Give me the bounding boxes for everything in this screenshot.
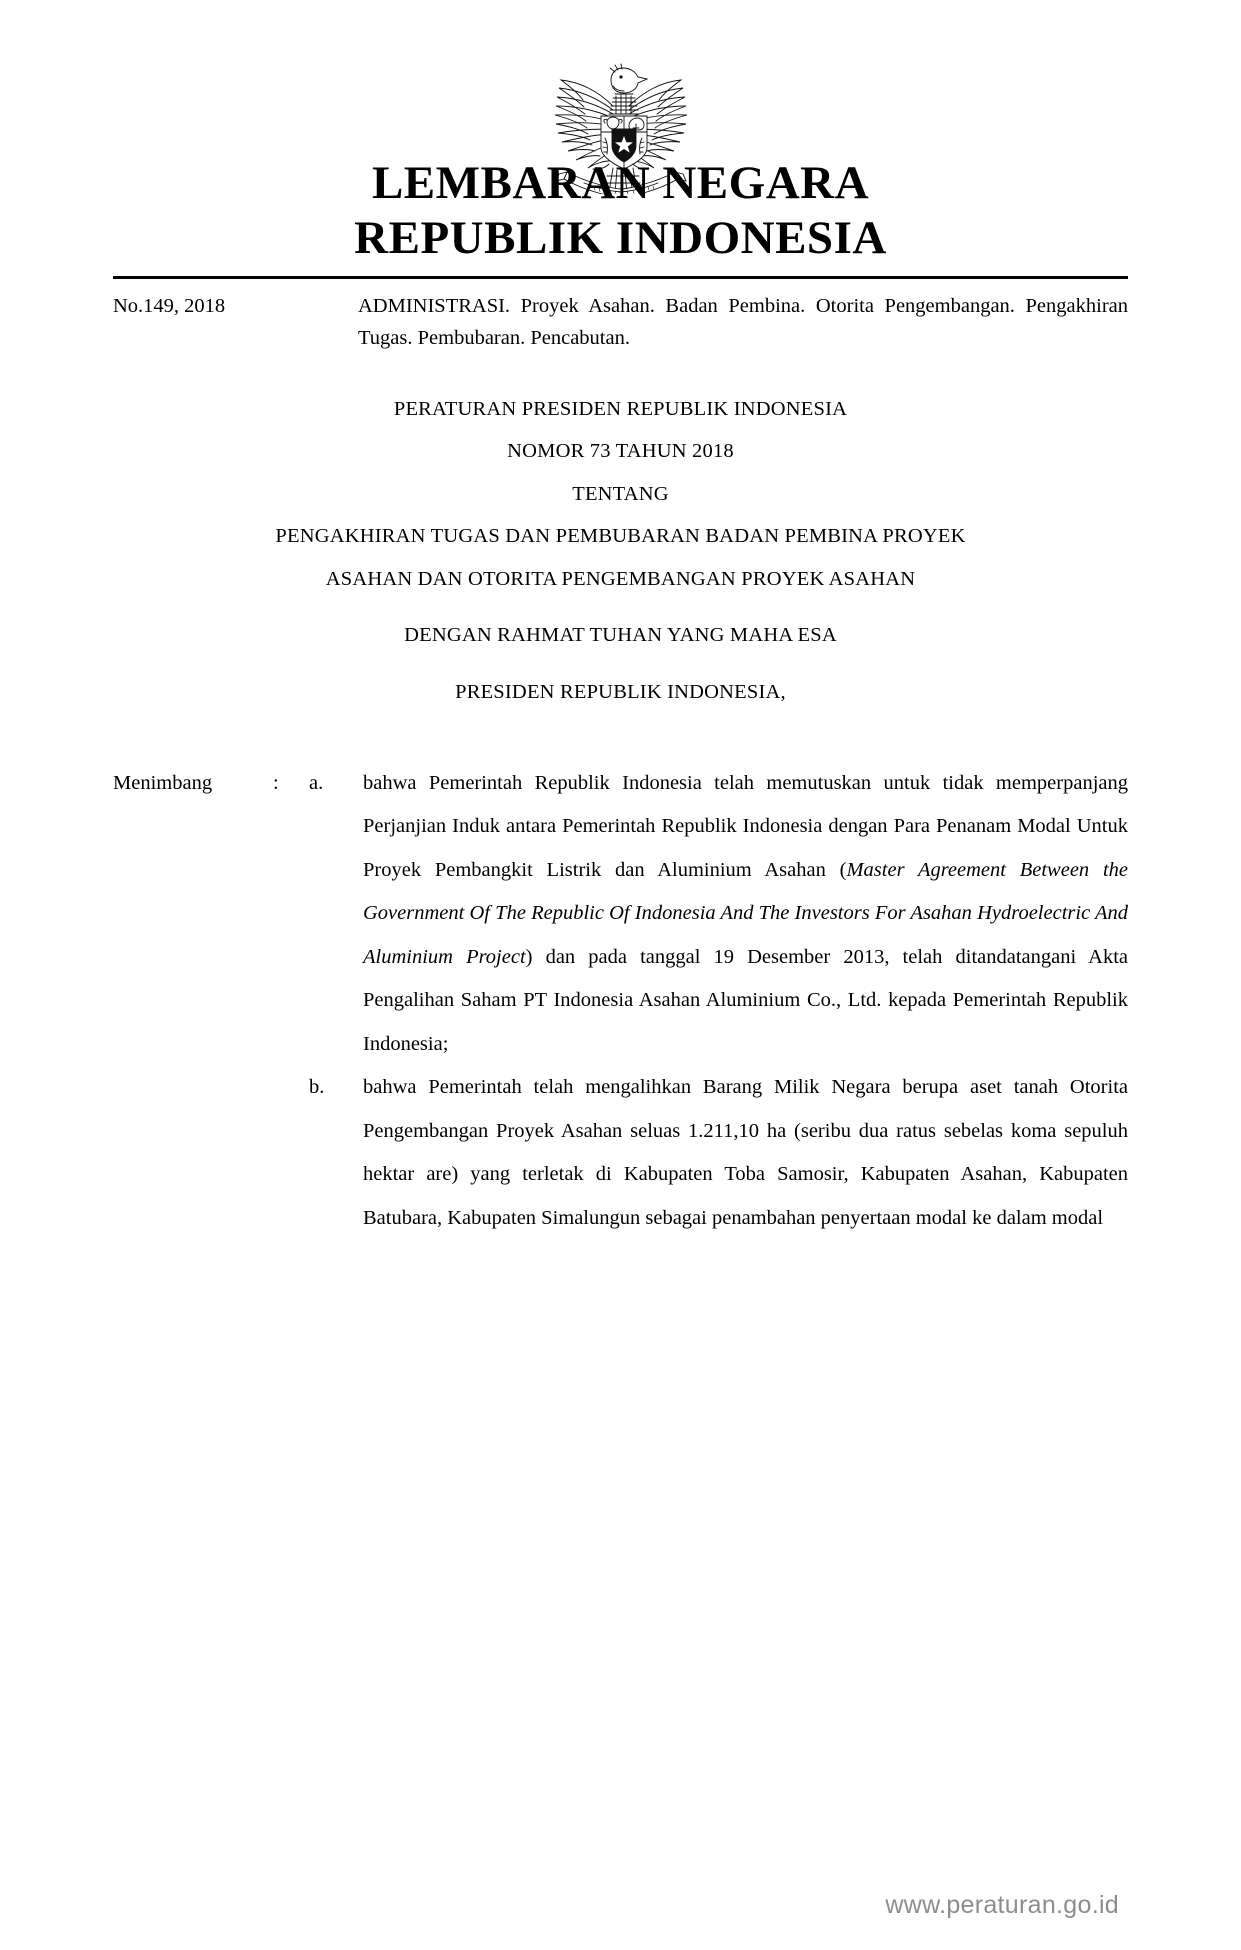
consideration-a-part2: ) dan pada tanggal 19 Desember 2013, telah ditandatangani Akta Pengalihan Saham PT Indonesia Asahan Aluminium Co., Ltd. kepada Pemerintah Republik Indonesia; <box>363 945 1128 1055</box>
consideration-text-b <box>363 1066 1128 1240</box>
masthead-line-2: REPUBLIK INDONESIA <box>354 211 887 264</box>
considerations-block <box>113 762 1128 1240</box>
consideration-item-a <box>113 762 1128 1066</box>
considerations-colon: : <box>273 772 279 794</box>
emblem-container <box>0 0 1241 150</box>
masthead-line-1: LEMBARAN NEGARA <box>371 157 870 209</box>
consideration-b-part1: bahwa Pemerintah telah mengalihkan Barang Milik Negara berupa aset tanah Otorita Pengembangan Proyek Asahan seluas 1.211,10 ha (seribu dua ratus sebelas koma sepuluh hektar are) yang terletak di Kabupaten Toba Samosir, Kabupaten Asahan, Kabupaten Batubara, Kabupaten Simalungun sebagai penambahan penyertaan modal ke dalam modal <box>363 1076 1128 1229</box>
title-tentang-label: TENTANG <box>572 482 669 505</box>
title-subject-line-1: PENGAKHIRAN TUGAS DAN PEMBUBARAN BADAN PEMBINA PROYEK <box>275 525 966 547</box>
subject-keywords-text: ADMINISTRASI. Proyek Asahan. Badan Pembina. Otorita Pengembangan. Pengakhiran Tugas. Pembubaran. Pencabutan. <box>358 294 1128 349</box>
consideration-a-italic: Master Agreement Between the Government Of The Republic Of Indonesia And The Investors For Asahan Hydroelectric And Aluminium Project <box>363 858 1128 968</box>
consideration-marker-a: a. <box>309 772 324 794</box>
consideration-a-part1: bahwa Pemerintah Republik Indonesia telah memutuskan untuk tidak memperpanjang Perjanjian Induk antara Pemerintah Republik Indonesia dengan Para Penanam Modal Untuk Proyek Pembangkit Listrik dan Aluminium Asahan ( <box>363 772 1128 881</box>
header-divider-rule <box>113 276 1128 279</box>
header-meta-row <box>113 291 1128 355</box>
consideration-text-a <box>363 762 1128 1066</box>
footer-watermark: www.peraturan.go.id <box>885 1891 1119 1919</box>
considerations-label: Menimbang <box>113 772 213 794</box>
title-subject-line-2: ASAHAN DAN OTORITA PENGEMBANGAN PROYEK ASAHAN <box>325 567 916 590</box>
title-regulation-type: PERATURAN PRESIDEN REPUBLIK INDONESIA <box>393 397 848 420</box>
gazette-number: No.149, 2018 <box>113 294 226 317</box>
regulation-title-block <box>90 399 1151 703</box>
subject-keywords <box>358 291 1128 355</box>
title-regulation-number: NOMOR 73 TAHUN 2018 <box>507 440 734 462</box>
masthead <box>0 156 1241 266</box>
title-invocation: DENGAN RAHMAT TUHAN YANG MAHA ESA <box>404 624 837 646</box>
consideration-marker-b: b. <box>309 1076 325 1099</box>
consideration-item-b <box>113 1066 1128 1240</box>
title-issuer: PRESIDEN REPUBLIK INDONESIA, <box>455 680 786 703</box>
